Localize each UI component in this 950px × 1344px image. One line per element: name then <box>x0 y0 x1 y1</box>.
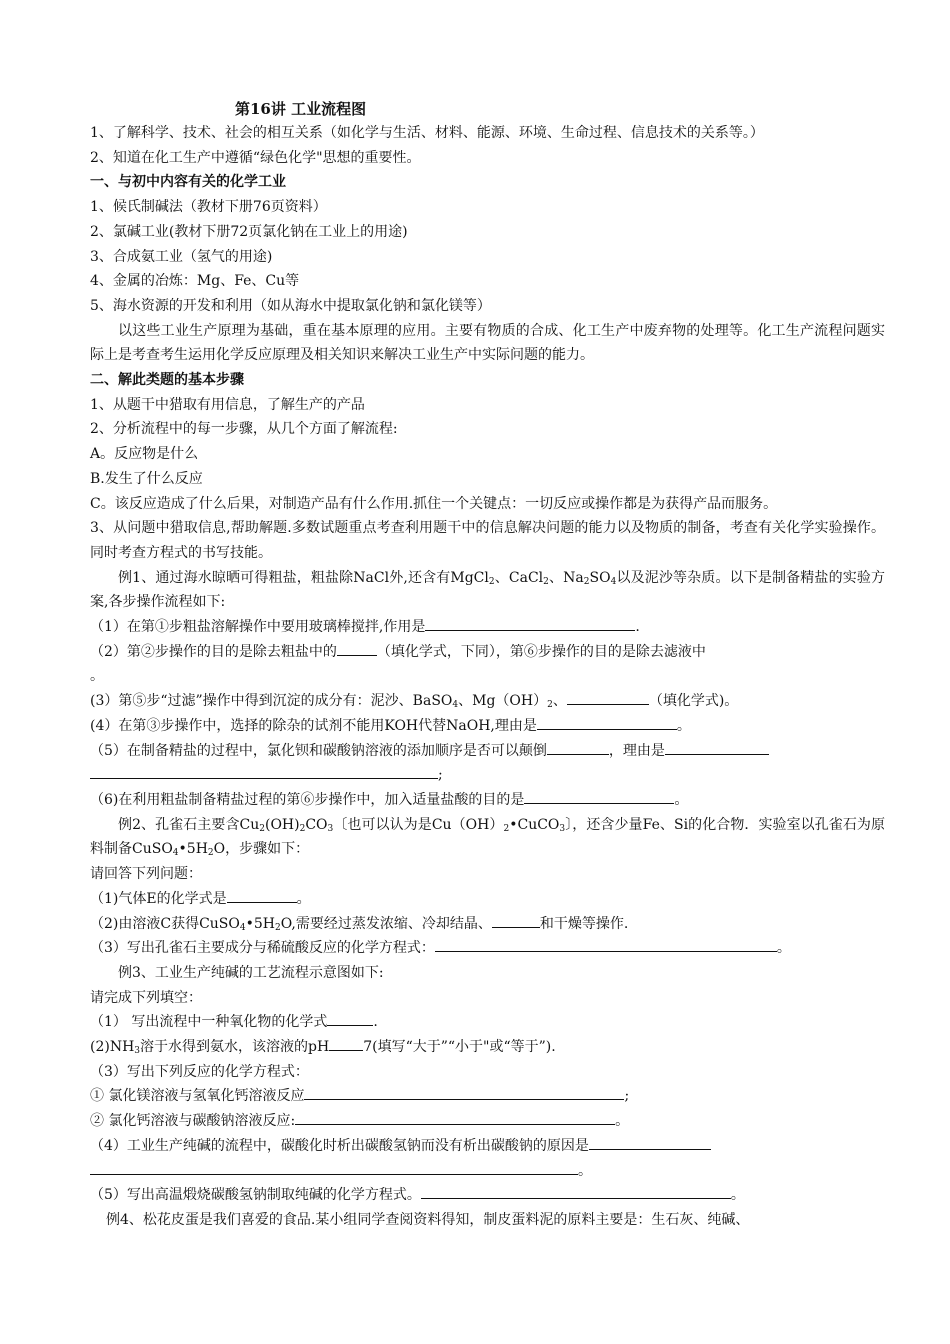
example-2-q2: （2)由溶液C获得$CuSO_4•5H_2O$,需要经过蒸发浓缩、冷却结晶、 和干燥等操作. <box>90 912 885 937</box>
answer-blank[interactable] <box>227 888 297 903</box>
answer-blank[interactable] <box>524 789 674 804</box>
example-1-q6: （6)在利用粗盐制备精盐过程的第⑥步操作中，加入适量盐酸的目的是 。 <box>90 788 885 813</box>
step-3: 3、从问题中猎取信息,帮助解题.多数试题重点考查利用题干中的信息解决问题的能力以及物质的制备，考查有关化学实验操作。同时考查方程式的书写技能。 <box>90 520 885 561</box>
answer-blank[interactable] <box>425 616 635 631</box>
example-1-q2: （2）第②步操作的目的是除去粗盐中的 （填化学式，下同），第⑥步操作的目的是除去滤液中 <box>90 640 885 665</box>
answer-blank[interactable] <box>295 1110 615 1125</box>
answer-blank[interactable] <box>90 764 438 779</box>
example-4-intro: 例4、松花皮蛋是我们喜爱的食品.某小组同学查阅资料得知，制皮蛋料泥的原料主要是：生石灰、纯碱、 <box>106 1211 750 1228</box>
answer-blank[interactable] <box>329 1036 363 1051</box>
answer-blank[interactable] <box>589 1135 711 1150</box>
answer-blank[interactable] <box>327 1011 373 1026</box>
example-1-intro: 例1、通过海水晾晒可得粗盐，粗盐除NaCl外,还含有MgCl$_2$、CaCl$_2$、$Na_2SO_4$以及泥沙等杂质。以下是制备精盐的实验方案,各步操作流程如下: <box>90 569 885 611</box>
example-3-q5: （5）写出高温煅烧碳酸氢钠制取纯碱的化学方程式。 。 <box>90 1183 885 1208</box>
example-2-q3: （3）写出孔雀石主要成分与稀硫酸反应的化学方程式： 。 <box>90 936 885 961</box>
intro-item-1: 1、了解科学、技术、社会的相互关系（如化学与生活、材料、能源、环境、生命过程、信息技术的关系等。） <box>90 125 764 141</box>
answer-blank[interactable] <box>421 1184 731 1199</box>
section-heading-1: 一、与初中内容有关的化学工业 <box>90 174 286 191</box>
answer-blank[interactable] <box>90 1160 578 1175</box>
example-3-intro: 例3、工业生产纯碱的工艺流程示意图如下: <box>118 964 384 981</box>
example-3-q2: $(2)NH_3$溶于水得到氨水，该溶液的pH 7(填写“大于”“小于"或“等于”). <box>90 1035 885 1060</box>
answer-blank[interactable] <box>537 715 677 730</box>
example-1-q5-cont: ; <box>90 763 885 788</box>
example-3-q3-1: ① 氯化镁溶液与氢氧化钙溶液反应 ; <box>90 1084 885 1109</box>
industry-item-1: 1、候氏制碱法（教材下册76页资料） <box>90 199 327 216</box>
step-2-c: C。该反应造成了什么后果，对制造产品有什么作用.抓住一个关键点：一切反应或操作都是为获得产品而服务。 <box>90 495 778 512</box>
step-2: 2、分析流程中的每一步骤，从几个方面了解流程: <box>90 421 398 438</box>
industry-item-4: 4、金属的冶炼：Mg、Fe、Cu等 <box>90 273 300 290</box>
example-1-q2-end: 。 <box>90 668 104 685</box>
answer-blank[interactable] <box>492 913 540 928</box>
answer-blank[interactable] <box>547 740 609 755</box>
example-3-q3: （3）写出下列反应的化学方程式： <box>90 1063 309 1080</box>
example-1-q5: （5）在制备精盐的过程中，氯化钡和碳酸钠溶液的添加顺序是否可以颠倒 ，理由是 <box>90 739 885 764</box>
section-heading-2: 二、解此类题的基本步骤 <box>90 372 244 389</box>
example-2-q1: （1)气体E的化学式是 。 <box>90 887 885 912</box>
answer-blank[interactable] <box>304 1085 624 1100</box>
page-title: 第16讲 工业流程图 <box>235 100 367 118</box>
industry-item-5: 5、海水资源的开发和利用（如从海水中提取氯化钠和氯化镁等） <box>90 297 491 314</box>
example-3-q3-2: ② 氯化钙溶液与碳酸钠溶液反应: 。 <box>90 1109 885 1134</box>
answer-blank[interactable] <box>435 937 777 952</box>
step-1: 1、从题干中猎取有用信息，了解生产的产品 <box>90 396 365 413</box>
industry-item-3: 3、合成氨工业（氢气的用途) <box>90 248 273 265</box>
step-2-a: A。反应物是什么 <box>90 446 199 463</box>
example-2-intro: 例2、孔雀石主要含$Cu_2(OH)_2CO_3$〔也可以认为是$Cu(OH)_2•CuCO_3$〕，还含少量Fe、Si的化合物．实验室以孔雀石为原料制备$CuSO_4•5H_2O$，步骤如下： <box>90 816 885 859</box>
intro-item-2: 2、知道在化工生产中遵循“绿色化学"思想的重要性。 <box>90 149 421 166</box>
example-3-q4-cont: 。 <box>90 1159 885 1184</box>
document-page <box>90 97 885 1233</box>
step-2-b: B.发生了什么反应 <box>90 470 203 487</box>
example-3-q1: （1） 写出流程中一种氧化物的化学式 . <box>90 1010 885 1035</box>
example-3-q4: （4）工业生产纯碱的流程中，碳酸化时析出碳酸氢钠而没有析出碳酸钠的原因是 <box>90 1134 885 1159</box>
industry-item-2: 2、氯碱工业(教材下册72页氯化钠在工业上的用途) <box>90 223 408 240</box>
answer-blank[interactable] <box>337 641 377 656</box>
example-1-q4: (4）在第③步操作中，选择的除杂的试剂不能用KOH代替NaOH,理由是 。 <box>90 714 885 739</box>
answer-blank[interactable] <box>665 740 769 755</box>
example-1-q1: （1）在第①步粗盐溶解操作中要用玻璃棒搅拌,作用是 . <box>90 615 885 640</box>
section1-paragraph: 以这些工业生产原理为基础，重在基本原理的应用。主要有物质的合成、化工生产中废弃物的处理等。化工生产流程问题实际上是考查考生运用化学反应原理及相关知识来解决工业生产中实际问题的能力。 <box>90 322 885 364</box>
example-2-prompt: 请回答下列问题： <box>90 866 202 883</box>
answer-blank[interactable] <box>567 690 649 705</box>
example-3-prompt: 请完成下列填空： <box>90 989 202 1006</box>
example-1-q3: (3）第⑤步“过滤”操作中得到沉淀的成分有：泥沙、BaSO$_4$、$Mg(OH)_2$、 （填化学式)。 <box>90 689 885 714</box>
